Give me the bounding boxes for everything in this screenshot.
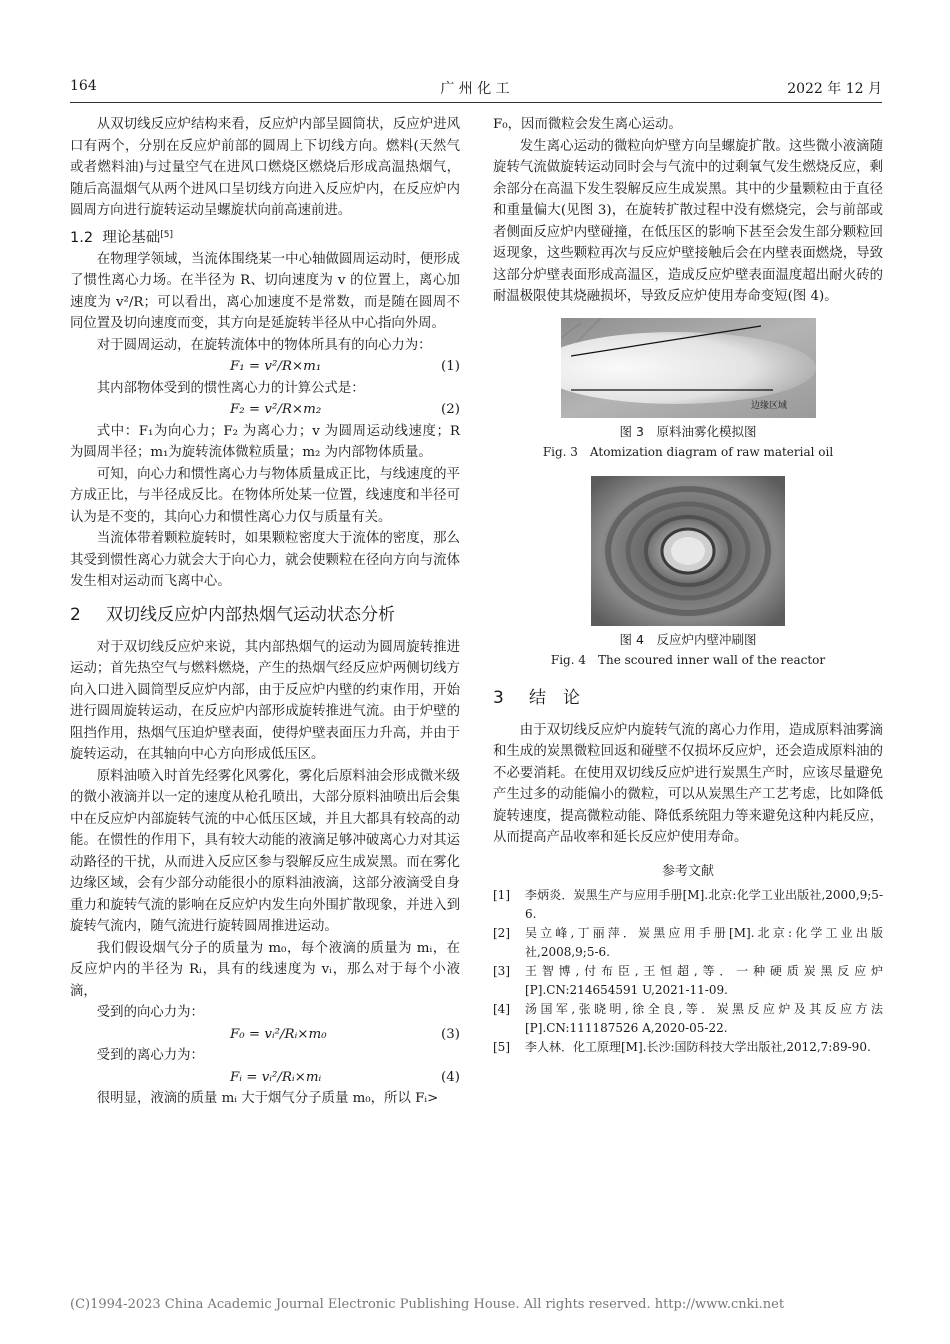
- paragraph: 式中：F₁为向心力；F₂ 为离心力；v 为圆周运动线速度；R 为圆周半径；m₁为旋转流体微粒质量；m₂ 为内部物体质量。: [70, 423, 460, 460]
- section-2-heading: 2 双切线反应炉内部热烟气运动状态分析: [70, 604, 395, 625]
- copyright-footer: (C)1994-2023 China Academic Journal Electronic Publishing House. All rights reserved. http://www.cnki.net: [70, 1297, 785, 1312]
- paragraph: 我们假设烟气分子的质量为 m₀，每个液滴的质量为 mᵢ，在反应炉内的半径为 Rᵢ，具有的线速度为 vᵢ，那么对于每个小液滴，: [70, 940, 460, 999]
- paragraph: 从双切线反应炉结构来看，反应炉内部呈圆筒状，反应炉进风口有两个，分别在反应炉前部的圆周上下切线方向。燃料(天然气或者燃料油)与过量空气在进风口燃烧区燃烧后形成高温热烟气，随后高温烟气从两个进风口呈切线方向进入反应炉内，在反应炉内圆周方向进行旋转运动呈螺旋状向前高速前进。: [70, 117, 460, 218]
- atomization-image: [561, 318, 816, 418]
- figure-4-caption-cn: 图 4 反应炉内壁冲刷图: [619, 631, 757, 647]
- equation-1: F₁ = v²/R×m₁ (1): [230, 359, 460, 374]
- paragraph: 其内部物体受到的惯性离心力的计算公式是：: [96, 380, 365, 396]
- reference-text: 王智博,付布臣,王恒超,等．一种硬质炭黑反应炉[P].CN:214654591 U,2021-11-09.: [525, 964, 883, 997]
- reference-item: [493, 1038, 883, 1057]
- paragraph: 发生离心运动的微粒向炉壁方向呈螺旋扩散。这些微小液滴随旋转气流做旋转运动同时会与气流中的过剩氧气发生燃烧反应，剩余部分在高温下发生裂解反应生成炭黑。其中的少量颗粒由于直径和重量偏大(见图 3)，在旋转扩散过程中没有燃烧完，会与前部或者侧面反应炉内壁碰撞，在低压区的影响下甚至会发生部分颗粒回返现象，这些颗粒再次与反应炉壁接触后会在内壁表面燃烧，导致这部分炉壁表面形成高温区，造成反应炉壁表面温度超出耐火砖的耐温极限使其烧融损坏，导致反应炉使用寿命变短(图 4)。: [493, 138, 883, 304]
- reference-item: [493, 962, 883, 1000]
- section-1-2-heading: 1.2 理论基础[5]: [70, 229, 174, 246]
- paragraph: 对于双切线反应炉来说，其内部热烟气的运动为圆周旋转推进运动；首先热空气与燃料燃烧，产生的热烟气经反应炉两侧切线方向入口进入圆筒型反应炉内部，由于反应炉内壁的约束作用，开始进行圆周旋转运动，在反应炉内部形成旋转推进气流。由于炉壁的阻挡作用，热烟气压迫炉壁表面，使得炉壁表面压力升高，并由于旋转运动，在其轴向中心方向形成低压区。: [70, 639, 460, 762]
- references-title: 参考文献: [661, 863, 714, 879]
- figure-3: [493, 318, 883, 462]
- reference-text: 李炳炎．炭黑生产与应用手册[M].北京:化学工业出版社,2000,9;5-6.: [525, 888, 883, 921]
- paragraph: F₀，因而微粒会发生离心运动。: [493, 117, 682, 132]
- reference-item: [493, 1000, 883, 1038]
- atomization-photo-graphic: [561, 318, 816, 418]
- reference-item: [493, 886, 883, 924]
- equation-4: Fᵢ = vᵢ²/Rᵢ×mᵢ (4): [230, 1069, 460, 1085]
- reference-number: [3]: [493, 964, 510, 978]
- left-column: [70, 114, 460, 1110]
- figure-3-caption-cn: 图 3 原料油雾化模拟图: [619, 423, 757, 439]
- figure-4-caption-en: Fig. 4 The scoured inner wall of the reactor: [550, 652, 826, 667]
- equation-3: F₀ = vᵢ²/Rᵢ×m₀ (3): [230, 1026, 460, 1042]
- reference-text: 吴立峰,丁丽萍．炭黑应用手册[M].北京:化学工业出版社,2008,9;5-6.: [525, 926, 883, 959]
- issue-date: 2022 年 12 月: [787, 81, 882, 97]
- references-list: [493, 886, 883, 1057]
- journal-name: 广 州 化 工: [440, 81, 510, 97]
- header-rule: [70, 102, 882, 103]
- reference-text: 李人林．化工原理[M].长沙:国防科技大学出版社,2012,7:89-90.: [525, 1040, 871, 1054]
- figure-3-caption-en: Fig. 3 Atomization diagram of raw material oil: [542, 444, 834, 459]
- paragraph: 受到的向心力为：: [96, 1005, 204, 1020]
- reference-item: [493, 924, 883, 962]
- reference-number: [4]: [493, 1002, 510, 1016]
- right-column: [493, 114, 883, 1057]
- reference-text: 汤国军,张晓明,徐全良,等．炭黑反应炉及其反应方法[P].CN:111187526 A,2020-05-22.: [525, 1002, 883, 1035]
- reference-number: [2]: [493, 926, 510, 940]
- paragraph: 可知，向心力和惯性离心力与物体质量成正比，与线速度的平方成正比，与半径成反比。在物体所处某一位置，线速度和半径可认为是不变的，其向心力和惯性离心力仅与质量有关。: [70, 466, 460, 525]
- paragraph: 当流体带着颗粒旋转时，如果颗粒密度大于流体的密度，那么其受到惯性离心力就会大于向心力，就会使颗粒在径向方向与流体发生相对运动而飞离中心。: [70, 531, 460, 589]
- paragraph: 受到的离心力为：: [96, 1048, 204, 1063]
- paragraph: 在物理学领域，当流体围绕某一中心轴做圆周运动时，便形成了惯性离心力场。在半径为 R、切向速度为 v 的位置上，离心加速度为 v²/R；可以看出，离心加速度不是常数，而是随在圆周不同位置及切向速度而变，其方向是延旋转半径从中心指向外周。: [70, 251, 460, 331]
- edge-region-label: 边缘区域: [750, 400, 787, 411]
- paragraph: 很明显，液滴的质量 mᵢ 大于烟气分子质量 m₀，所以 Fᵢ>: [96, 1091, 439, 1106]
- paragraph: 由于双切线反应炉内旋转气流的离心力作用，造成原料油雾滴和生成的炭黑微粒回返和碰壁不仅损坏反应炉，还会造成原料油的不必要消耗。在使用双切线反应炉进行炭黑生产时，应该尽量避免产生过多的动能偏小的微粒，可以从炭黑生产工艺考虑，比如降低旋转速度，提高微粒动能、降低系统阻力等来避免这种内耗反应，从而提高产品收率和延长反应炉使用寿命。: [493, 722, 883, 845]
- reactor-wall-photo-graphic: [591, 476, 785, 626]
- reactor-wall-image: [591, 476, 785, 626]
- reference-number: [5]: [493, 1040, 510, 1054]
- citation-ref[interactable]: [5]: [160, 229, 174, 240]
- figure-4: [493, 476, 883, 670]
- page-number: 164: [70, 78, 97, 94]
- paragraph: 对于圆周运动，在旋转流体中的物体所具有的向心力为：: [96, 337, 432, 353]
- equation-2: F₂ = v²/R×m₂ (2): [230, 402, 460, 417]
- section-3-heading: 3 结 论: [493, 687, 580, 708]
- reference-number: [1]: [493, 888, 510, 902]
- paragraph: 原料油喷入时首先经雾化风雾化，雾化后原料油会形成微米级的微小液滴并以一定的速度从枪孔喷出，大部分原料油喷出后会集中在反应炉内部旋转气流的中心低压区域，并且大都具有较高的动能。在惯性的作用下，具有较大动能的液滴足够冲破离心力对其运动路径的干扰，从而进入反应区参与裂解反应生成炭黑。而在雾化边缘区域，会有少部分动能很小的原料油液滴，这部分液滴受自身重力和旋转气流的影响在反应炉内发生向外围扩散现象，并进入到旋转气流内，随气流进行旋转圆周推进运动。: [70, 768, 460, 934]
